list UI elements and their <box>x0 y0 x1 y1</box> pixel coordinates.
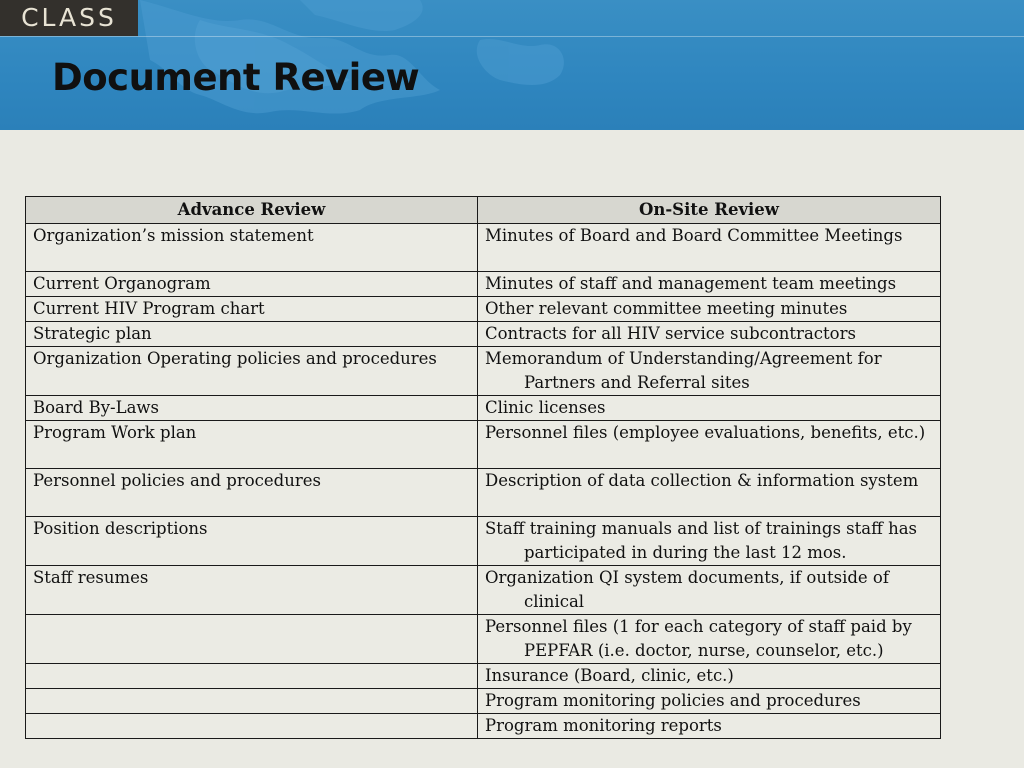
advance-review-cell <box>26 469 478 517</box>
table-body <box>26 224 941 739</box>
advance-review-cell <box>26 322 478 347</box>
on-site-review-text: Personnel files (employee evaluations, benefits, etc.) <box>485 423 926 442</box>
advance-review-cell <box>26 615 478 664</box>
advance-review-cell <box>26 347 478 396</box>
advance-review-text: Personnel policies and procedures <box>33 471 321 490</box>
advance-review-cell <box>26 689 478 714</box>
on-site-review-cell <box>478 689 941 714</box>
table-row <box>26 421 941 469</box>
on-site-review-cell <box>478 664 941 689</box>
advance-review-cell <box>26 566 478 615</box>
on-site-review-text: Other relevant committee meeting minutes <box>485 299 848 318</box>
on-site-review-cell <box>478 469 941 517</box>
advance-review-cell <box>26 297 478 322</box>
on-site-review-cell <box>478 272 941 297</box>
on-site-review-text: Memorandum of Understanding/Agreement for Partners and Referral sites <box>485 349 882 392</box>
advance-review-text: Current Organogram <box>33 274 211 293</box>
on-site-review-text: Minutes of staff and management team meetings <box>485 274 897 293</box>
column-header-on-site-review: On-Site Review <box>478 197 941 224</box>
on-site-review-cell <box>478 322 941 347</box>
table-row <box>26 347 941 396</box>
table-row <box>26 297 941 322</box>
table-row <box>26 689 941 714</box>
advance-review-cell <box>26 396 478 421</box>
on-site-review-cell <box>478 566 941 615</box>
advance-review-text: Strategic plan <box>33 324 152 343</box>
advance-review-text: Current HIV Program chart <box>33 299 265 318</box>
table-row <box>26 714 941 739</box>
table-row <box>26 664 941 689</box>
advance-review-cell <box>26 714 478 739</box>
on-site-review-cell <box>478 714 941 739</box>
table-row <box>26 224 941 272</box>
on-site-review-text: Clinic licenses <box>485 398 606 417</box>
class-logo: CLASS <box>0 0 138 36</box>
advance-review-cell <box>26 421 478 469</box>
table-row <box>26 322 941 347</box>
on-site-review-cell <box>478 421 941 469</box>
table-row <box>26 396 941 421</box>
on-site-review-text: Contracts for all HIV service subcontractors <box>485 324 856 343</box>
on-site-review-text: Minutes of Board and Board Committee Meetings <box>485 226 903 245</box>
on-site-review-cell <box>478 347 941 396</box>
table-row <box>26 566 941 615</box>
page-title: Document Review <box>52 56 420 99</box>
advance-review-text: Organization Operating policies and procedures <box>33 349 437 368</box>
advance-review-cell <box>26 517 478 566</box>
on-site-review-cell <box>478 396 941 421</box>
advance-review-text: Staff resumes <box>33 568 149 587</box>
on-site-review-text: Personnel files (1 for each category of staff paid by PEPFAR (i.e. doctor, nurse, counselor, etc.) <box>485 617 912 660</box>
on-site-review-cell <box>478 517 941 566</box>
document-review-table <box>25 196 941 739</box>
on-site-review-text: Program monitoring reports <box>485 716 722 735</box>
advance-review-text: Board By-Laws <box>33 398 159 417</box>
table-row <box>26 517 941 566</box>
advance-review-text: Program Work plan <box>33 423 197 442</box>
table-row <box>26 615 941 664</box>
advance-review-text: Position descriptions <box>33 519 208 538</box>
table-row <box>26 272 941 297</box>
on-site-review-text: Description of data collection & information system <box>485 471 919 490</box>
on-site-review-cell <box>478 615 941 664</box>
on-site-review-text: Program monitoring policies and procedures <box>485 691 861 710</box>
on-site-review-text: Staff training manuals and list of trainings staff has participated in during the last 12 mos. <box>485 519 917 562</box>
on-site-review-cell <box>478 224 941 272</box>
table-header-row <box>26 197 941 224</box>
on-site-review-cell <box>478 297 941 322</box>
advance-review-cell <box>26 664 478 689</box>
slide-header <box>0 0 1024 130</box>
column-header-advance-review: Advance Review <box>26 197 478 224</box>
advance-review-cell <box>26 272 478 297</box>
on-site-review-text: Organization QI system documents, if outside of clinical <box>485 568 889 611</box>
advance-review-text: Organization’s mission statement <box>33 226 314 245</box>
header-divider <box>0 36 1024 37</box>
table-row <box>26 469 941 517</box>
on-site-review-text: Insurance (Board, clinic, etc.) <box>485 666 734 685</box>
advance-review-cell <box>26 224 478 272</box>
